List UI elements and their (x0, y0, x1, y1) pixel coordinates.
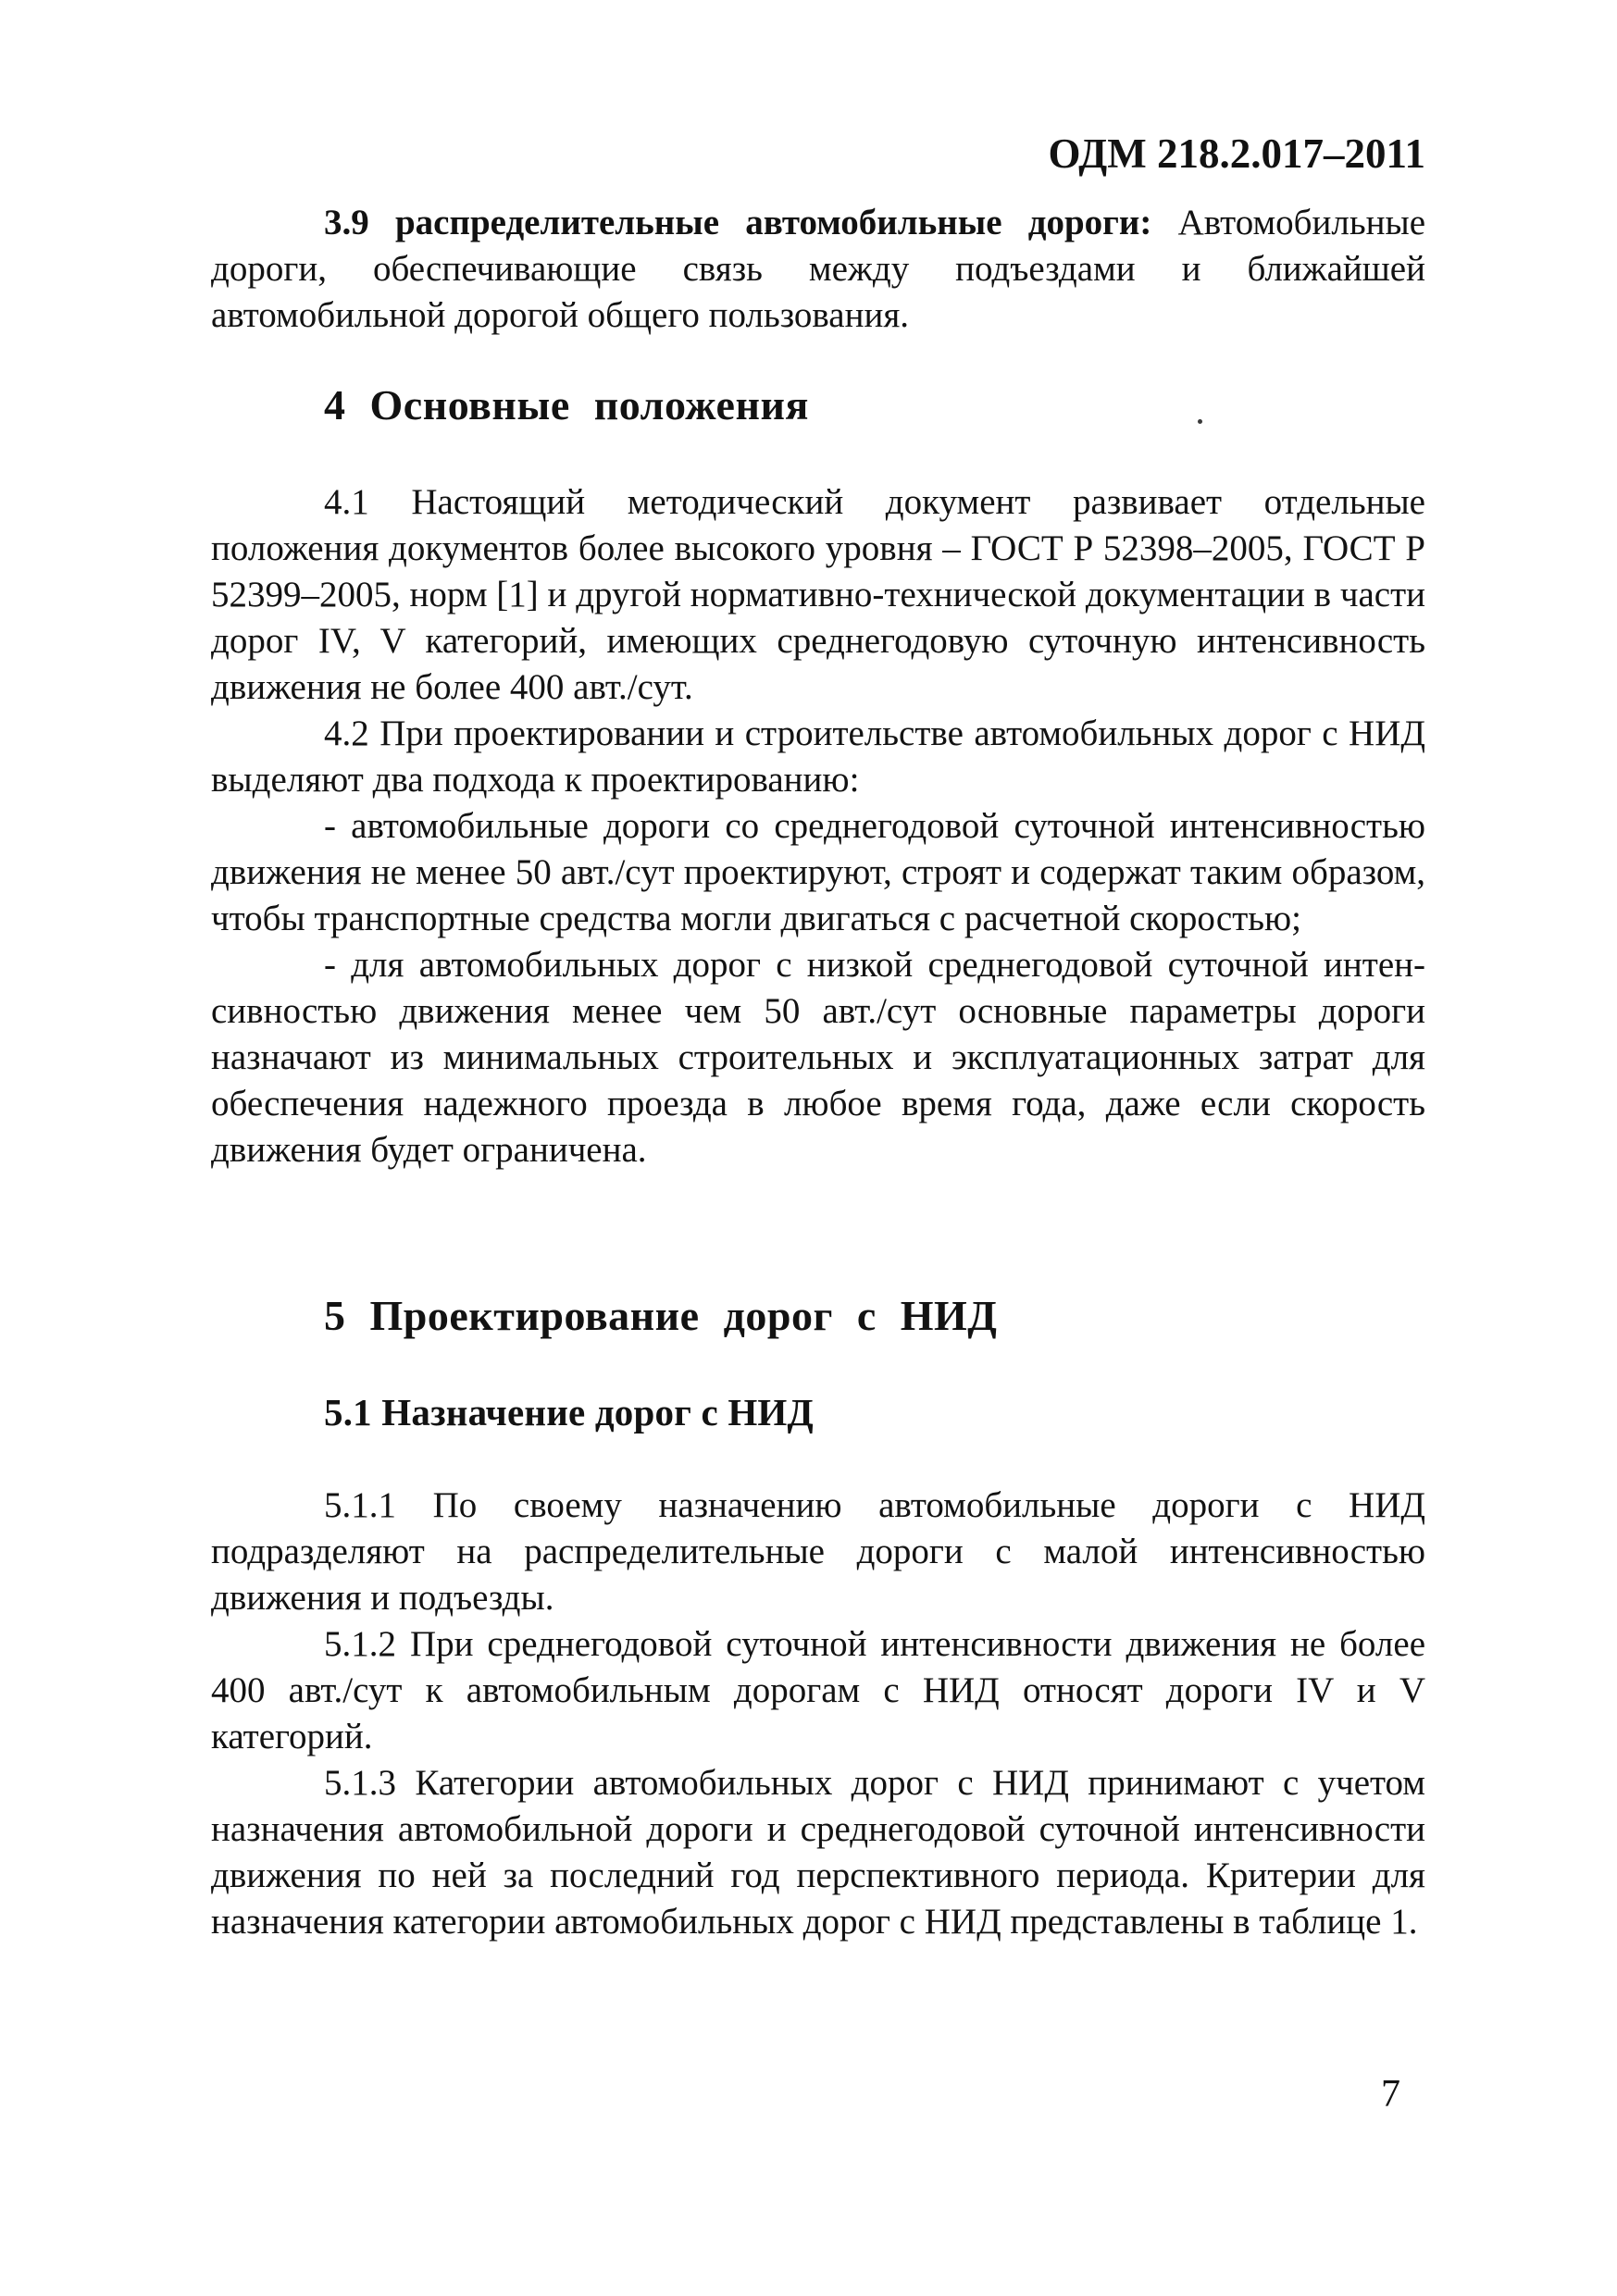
section-4-heading: 4 Основные положения (324, 381, 809, 428)
paragraph-5-1-2: 5.1.2 При среднегодовой суточной интенсивности движения не более 400 авт./сут к автомобильным дорогам с НИД относят дороги IV и V категорий. (211, 1624, 1425, 1756)
paragraph-4-2-bullet-2: - для автомобильных дорог с низкой среднегодовой суточной интенсивностью движения менее чем 50 авт./сут основные параметры дороги назначают из минимальных строительных и эксплуатационных затрат для обеспечения надежного проезда в любое время года, даже если скорость движения будет ограничена. (211, 945, 1425, 1170)
paragraph-5-1-1: 5.1.1 По своему назначению автомобильные дороги с НИД подразделяют на распределительные дороги с малой интенсивностью движения и подъезды. (211, 1485, 1425, 1618)
subsection-5-1-body (211, 1483, 1425, 1945)
running-header-doc-code: ОДМ 218.2.017–2011 (1048, 130, 1425, 177)
section-3-definitions (211, 200, 1425, 339)
paragraph-4-2-bullet-1: - автомобильные дороги со среднегодовой суточной интенсивностью движения не менее 50 авт./сут проектируют, строят и содержат таким образом, чтобы транспортные средства могли двигаться с расчетной скоростью; (211, 806, 1425, 938)
subsection-5-1-heading: 5.1 Назначение дорог с НИД (324, 1391, 814, 1433)
paragraph-3-9-term: 3.9 распределительные автомобильные дороги: (324, 203, 1152, 242)
paragraph-4-1: 4.1 Настоящий методический документ развивает отдельные положения документов более высокого уровня – ГОСТ Р 52398–2005, ГОСТ Р 52399–2005, норм [1] и другой нормативно-технической документации в части дорог IV, V категорий, имеющих среднегодовую суточную интенсивность движения не более 400 авт./сут. (211, 482, 1425, 707)
section-4-body (211, 479, 1425, 1173)
paragraph-4-2: 4.2 При проектировании и строительстве автомобильных дорог с НИД выделяют два подхода к проектированию: (211, 714, 1425, 800)
paragraph-3-9 (211, 200, 1425, 339)
page-number: 7 (1381, 2073, 1400, 2116)
paragraph-5-1-3: 5.1.3 Категории автомобильных дорог с НИД принимают с учетом назначения автомобильной дороги и среднегодовой суточной интенсивности движения по ней за последний год перспективного периода. Критерии для назначения категории автомобильных дорог с НИД представлены в таблице 1. (211, 1763, 1425, 1942)
scan-speck (1198, 419, 1202, 424)
section-5-heading: 5 Проектирование дорог с НИД (324, 1292, 998, 1339)
paragraph-3-9-definition: Автомобильные дороги, обеспечивающие связь между подъездами и ближайшей автомобильной дорогой общего пользования. (211, 203, 1425, 335)
